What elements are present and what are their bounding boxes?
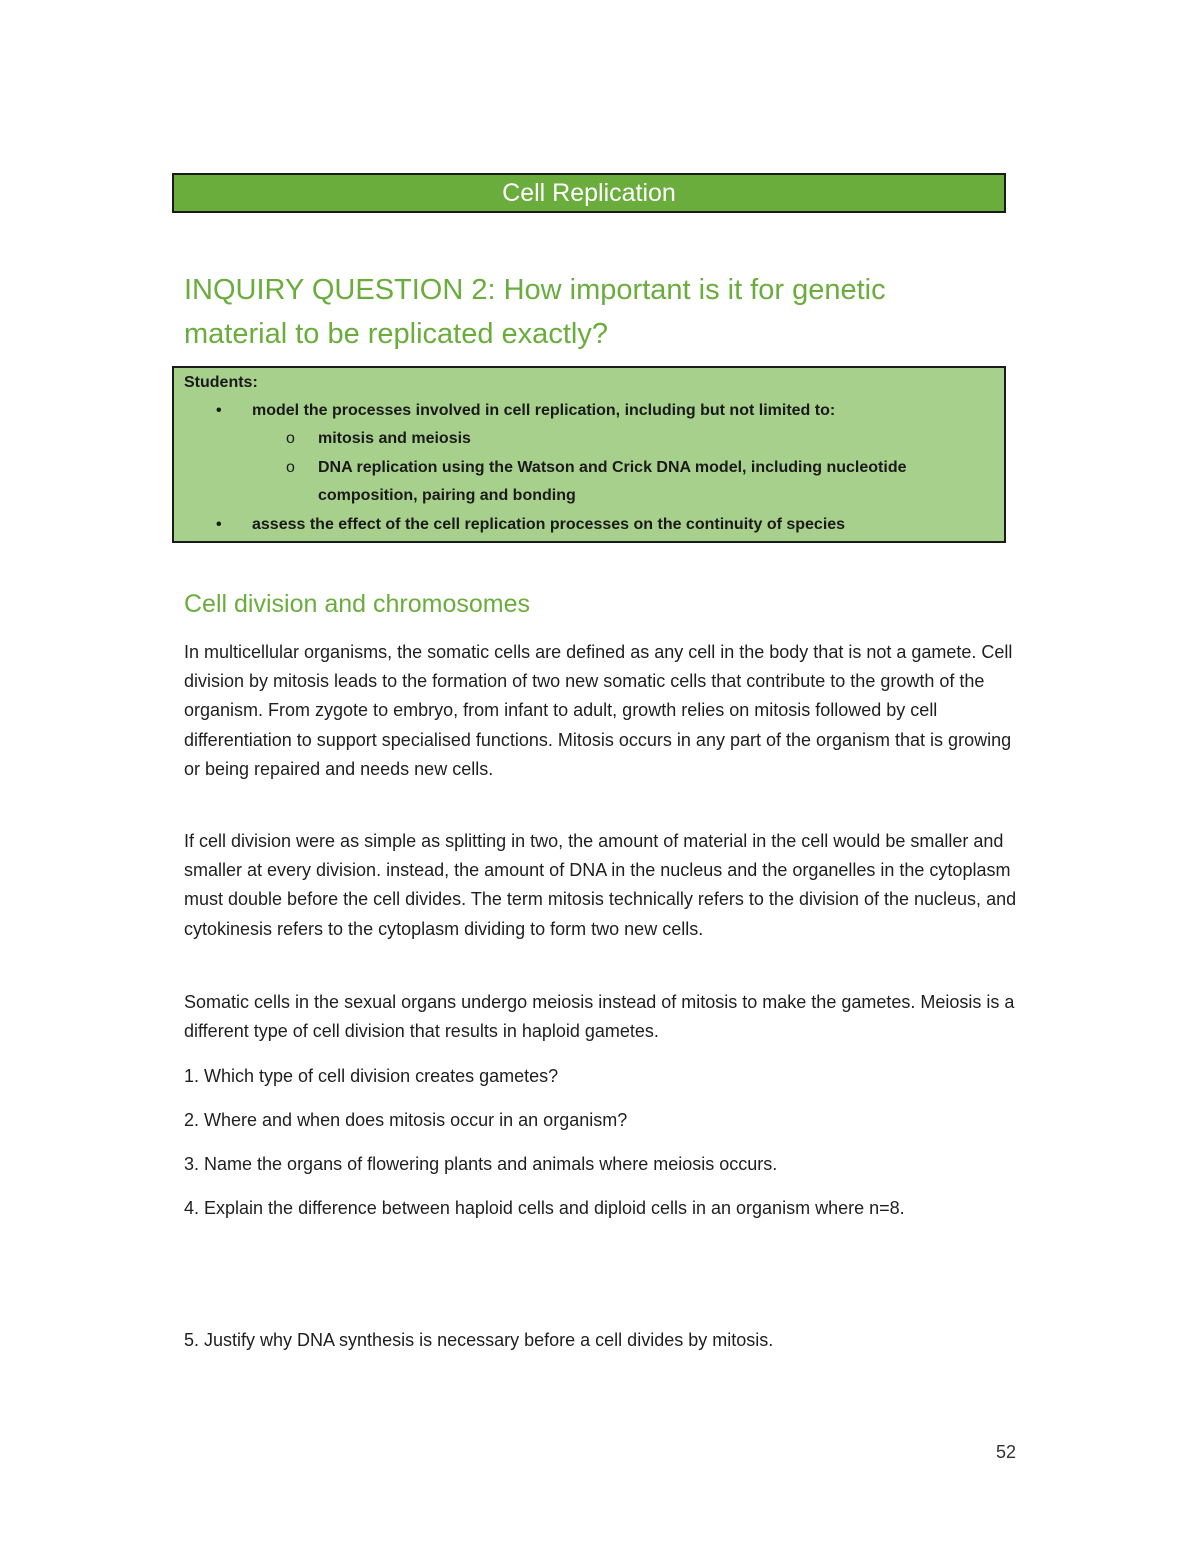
sub-bullet-icon: o [286, 459, 295, 476]
page-number: 52 [995, 1442, 1016, 1462]
outcome-subitem: mitosis and meiosis [318, 430, 471, 447]
learning-outcomes-box [172, 366, 1006, 543]
sub-bullet-icon: o [286, 430, 295, 447]
outcome-item: model the processes involved in cell replication, including but not limited to: [252, 402, 836, 419]
inquiry-line-1: INQUIRY QUESTION 2: How important is it for genetic [184, 274, 886, 306]
outcome-subitem-continued: composition, pairing and bonding [318, 487, 576, 504]
question-1: 1. Which type of cell division creates gametes? [184, 1066, 559, 1086]
outcomes-label: Students: [184, 374, 258, 391]
body-paragraph: Somatic cells in the sexual organs undergo meiosis instead of mitosis to make the gametes. Meiosis is a different type of cell division that results in haploid gametes. [184, 992, 1015, 1042]
outcome-item: assess the effect of the cell replication processes on the continuity of species [252, 516, 846, 533]
body-paragraph: In multicellular organisms, the somatic cells are defined as any cell in the body that is not a gamete. Cell division by mitosis leads to the formation of two new somatic cells that contribute to the growth of the organism. From zygote to embryo, from infant to adult, growth relies on mitosis followed by cell differentiation to support specialised functions. Mitosis occurs in any part of the organism that is growing or being repaired and needs new cells. [184, 642, 1013, 779]
question-5: 5. Justify why DNA synthesis is necessary before a cell divides by mitosis. [184, 1330, 774, 1350]
question-4: 4. Explain the difference between haploid cells and diploid cells in an organism where n=8. [184, 1198, 905, 1218]
question-2: 2. Where and when does mitosis occur in an organism? [184, 1110, 628, 1130]
inquiry-line-2: material to be replicated exactly? [184, 318, 608, 350]
outcome-subitem: DNA replication using the Watson and Crick DNA model, including nucleotide [318, 459, 907, 476]
question-3: 3. Name the organs of flowering plants and animals where meiosis occurs. [184, 1154, 778, 1174]
inquiry-question [184, 268, 984, 356]
body-paragraph: If cell division were as simple as splitting in two, the amount of material in the cell would be smaller and smaller at every division. instead, the amount of DNA in the nucleus and the organelles in the cytoplasm must double before the cell divides. The term mitosis technically refers to the division of the nucleus, and cytokinesis refers to the cytoplasm dividing to form two new cells. [184, 831, 1017, 939]
section-banner: Cell Replication [172, 173, 1006, 213]
bullet-icon: • [216, 402, 222, 419]
bullet-icon: • [216, 516, 222, 533]
section-heading: Cell division and chromosomes [184, 590, 530, 618]
